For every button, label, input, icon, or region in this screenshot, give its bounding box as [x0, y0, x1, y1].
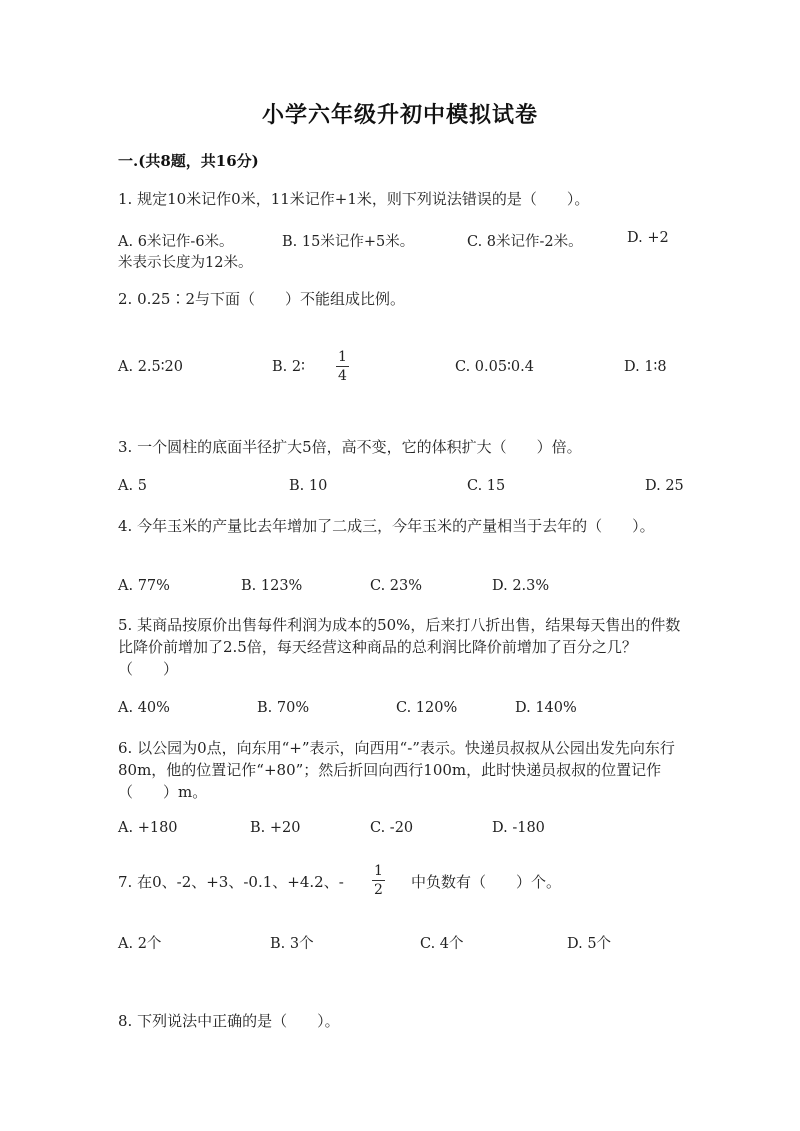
q4-option-d: D. 2.3%	[492, 578, 550, 594]
q1-option-a: A. 6米记作-6米。	[118, 234, 234, 250]
q2-option-a: A. 2.5∶20	[118, 359, 183, 375]
q7-option-c: C. 4个	[420, 936, 464, 952]
question-4-stem: 4. 今年玉米的产量比去年增加了二成三，今年玉米的产量相当于去年的（ ）。	[118, 517, 655, 535]
q1-option-d-continued: 米表示长度为12米。	[118, 255, 253, 271]
q6-option-b: B. +20	[250, 820, 301, 836]
q4-option-c: C. 23%	[370, 578, 423, 594]
q3-option-c: C. 15	[467, 478, 506, 494]
q2-option-d: D. 1∶8	[624, 359, 667, 375]
q1-option-c: C. 8米记作-2米。	[467, 234, 583, 250]
q1-option-d: D. +2	[627, 230, 669, 246]
q3-option-a: A. 5	[118, 478, 147, 494]
question-5-stem: 5. 某商品按原价出售每件利润为成本的50%，后来打八折出售，结果每天售出的件数比降价前增加了2.5倍，每天经营这种商品的总利润比降价前增加了百分之几？（ ）	[118, 616, 681, 678]
q3-option-b: B. 10	[289, 478, 328, 494]
question-3-stem: 3. 一个圆柱的底面半径扩大5倍，高不变，它的体积扩大（ ）倍。	[118, 438, 582, 456]
q2-option-c: C. 0.05∶0.4	[455, 359, 534, 375]
question-8-stem: 8. 下列说法中正确的是（ ）。	[118, 1012, 340, 1030]
q7-option-b: B. 3个	[270, 936, 314, 952]
q5-option-b: B. 70%	[257, 700, 310, 716]
q7-option-a: A. 2个	[118, 936, 162, 952]
fraction-numerator: 1	[338, 349, 347, 365]
q4-option-b: B. 123%	[241, 578, 303, 594]
question-7-stem-part1: 7. 在0、-2、+3、-0.1、+4.2、-	[118, 873, 344, 891]
fraction-denominator: 4	[338, 368, 347, 384]
q5-option-d: D. 140%	[515, 700, 577, 716]
question-7-stem-part2: 中负数有（ ）个。	[411, 873, 562, 891]
q4-option-a: A. 77%	[118, 578, 170, 594]
question-2-stem: 2. 0.25∶2与下面（ ）不能组成比例。	[118, 290, 406, 308]
q6-option-a: A. +180	[118, 820, 178, 836]
page-title: 小学六年级升初中模拟试卷	[261, 102, 538, 128]
fraction-denominator: 2	[374, 882, 383, 898]
fraction-numerator: 1	[374, 863, 383, 879]
q2-option-b: B. 2∶	[272, 359, 305, 375]
q7-option-d: D. 5个	[567, 936, 612, 952]
q6-option-c: C. -20	[370, 820, 414, 836]
q5-option-a: A. 40%	[118, 700, 170, 716]
q6-option-d: D. -180	[492, 820, 545, 836]
q1-option-b: B. 15米记作+5米。	[282, 234, 415, 250]
q7-fraction	[372, 864, 385, 897]
q2-option-b-fraction	[336, 350, 349, 383]
question-1-stem: 1. 规定10米记作0米，11米记作+1米，则下列说法错误的是（ ）。	[118, 190, 590, 208]
section-heading: 一.(共8题，共16分)	[118, 152, 259, 170]
question-6-stem: 6. 以公园为0点，向东用“+”表示，向西用“-”表示。快递员叔叔从公园出发先向东行80m，他的位置记作“+80”；然后折回向西行100m，此时快递员叔叔的位置记作（ ）m。	[118, 739, 675, 801]
q3-option-d: D. 25	[645, 478, 684, 494]
q5-option-c: C. 120%	[396, 700, 458, 716]
